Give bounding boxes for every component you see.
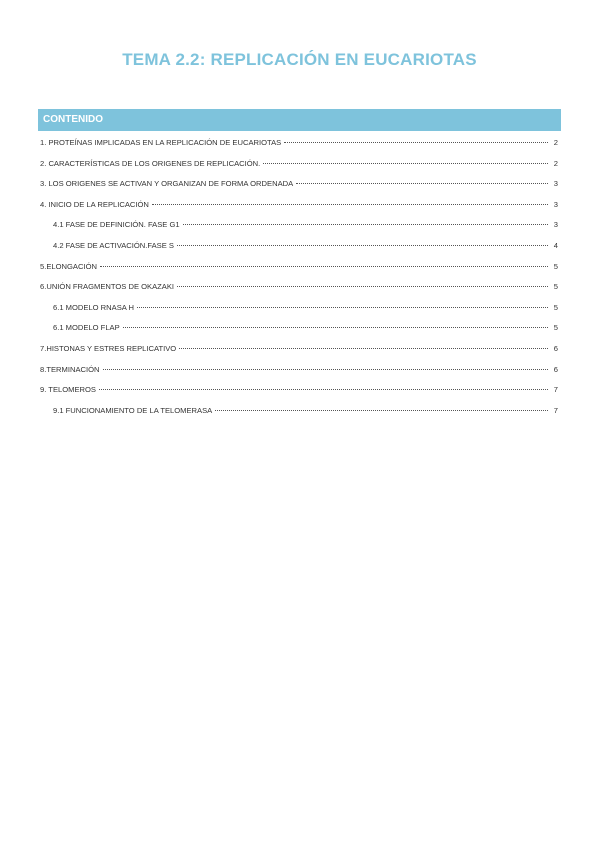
toc-entry-page: 4 [553, 240, 558, 250]
toc-entry[interactable] [40, 385, 558, 406]
toc-entry-label: 4.2 FASE DE ACTIVACIÓN.FASE S [53, 240, 174, 250]
toc-leader-dots [296, 183, 548, 184]
toc-entry-page: 6 [553, 343, 558, 353]
toc-entry-label: 6.1 MODELO FLAP [53, 323, 120, 333]
toc-entry[interactable] [40, 365, 558, 386]
toc-entry-page: 5 [553, 261, 558, 271]
toc-entry[interactable] [40, 179, 558, 200]
toc-entry-label: 7.HISTONAS Y ESTRES REPLICATIVO [40, 343, 177, 353]
toc-subentry[interactable] [40, 406, 558, 427]
toc-entry-page: 3 [553, 220, 558, 230]
toc-entry-label: 1. PROTEÍNAS IMPLICADAS EN LA REPLICACIÓN DE EUCARIOTAS [40, 138, 282, 147]
toc-leader-dots [99, 389, 548, 390]
toc-entry-label: 8.TERMINACIÓN [40, 364, 100, 374]
toc-header: CONTENIDO [38, 109, 561, 131]
toc-entry-label: 9.1 FUNCIONAMIENTO DE LA TELOMERASA [53, 405, 213, 415]
toc-entry[interactable] [40, 159, 558, 180]
toc-entry-label: 2. CARACTERÍSTICAS DE LOS ORIGENES DE REPLICACIÓN. [40, 158, 261, 168]
toc-entry-page: 3 [553, 199, 558, 209]
toc-entry-page: 5 [553, 323, 558, 333]
document-title: TEMA 2.2: REPLICACIÓN EN EUCARIOTAS [122, 50, 477, 69]
toc-entry[interactable] [40, 262, 558, 283]
toc-leader-dots [103, 369, 549, 370]
toc-entry[interactable] [40, 138, 558, 159]
toc-subentry[interactable] [40, 303, 558, 324]
toc-entry-page: 5 [553, 302, 558, 312]
toc-entry[interactable] [40, 344, 558, 365]
toc-entry-page: 2 [553, 158, 558, 168]
toc-leader-dots [179, 348, 548, 349]
toc-subentry[interactable] [40, 323, 558, 344]
toc-entry-page: 6 [553, 364, 558, 374]
toc-entry-label: 6.1 MODELO RNASA H [53, 302, 135, 312]
toc-leader-dots [284, 142, 548, 143]
toc-leader-dots [123, 327, 548, 328]
toc-entry-label: 5.ELONGACIÓN [40, 261, 97, 271]
toc-entry-label: 3. LOS ORIGENES SE ACTIVAN Y ORGANIZAN DE FORMA ORDENADA [40, 179, 294, 189]
table-of-contents [40, 138, 558, 426]
toc-leader-dots [100, 266, 548, 267]
toc-subentry[interactable] [40, 220, 558, 241]
toc-leader-dots [137, 307, 548, 308]
toc-entry-label: 4.1 FASE DE DEFINICIÓN. FASE G1 [53, 220, 180, 230]
toc-leader-dots [183, 224, 548, 225]
toc-entry-label: 6.UNIÓN FRAGMENTOS DE OKAZAKI [40, 282, 175, 292]
toc-entry-page: 5 [553, 282, 558, 292]
toc-subentry[interactable] [40, 241, 558, 262]
toc-entry[interactable] [40, 282, 558, 303]
toc-entry-page: 7 [553, 405, 558, 415]
toc-entry-page: 7 [553, 385, 558, 395]
toc-entry-page: 3 [553, 179, 558, 189]
toc-leader-dots [215, 410, 548, 411]
toc-leader-dots [263, 163, 548, 164]
toc-leader-dots [177, 245, 548, 246]
toc-leader-dots [177, 286, 548, 287]
toc-entry-label: 9. TELOMEROS [40, 385, 96, 395]
toc-leader-dots [152, 204, 548, 205]
toc-entry-page: 2 [553, 138, 558, 147]
toc-entry-label: 4. INICIO DE LA REPLICACIÓN [40, 199, 149, 209]
toc-entry[interactable] [40, 200, 558, 221]
